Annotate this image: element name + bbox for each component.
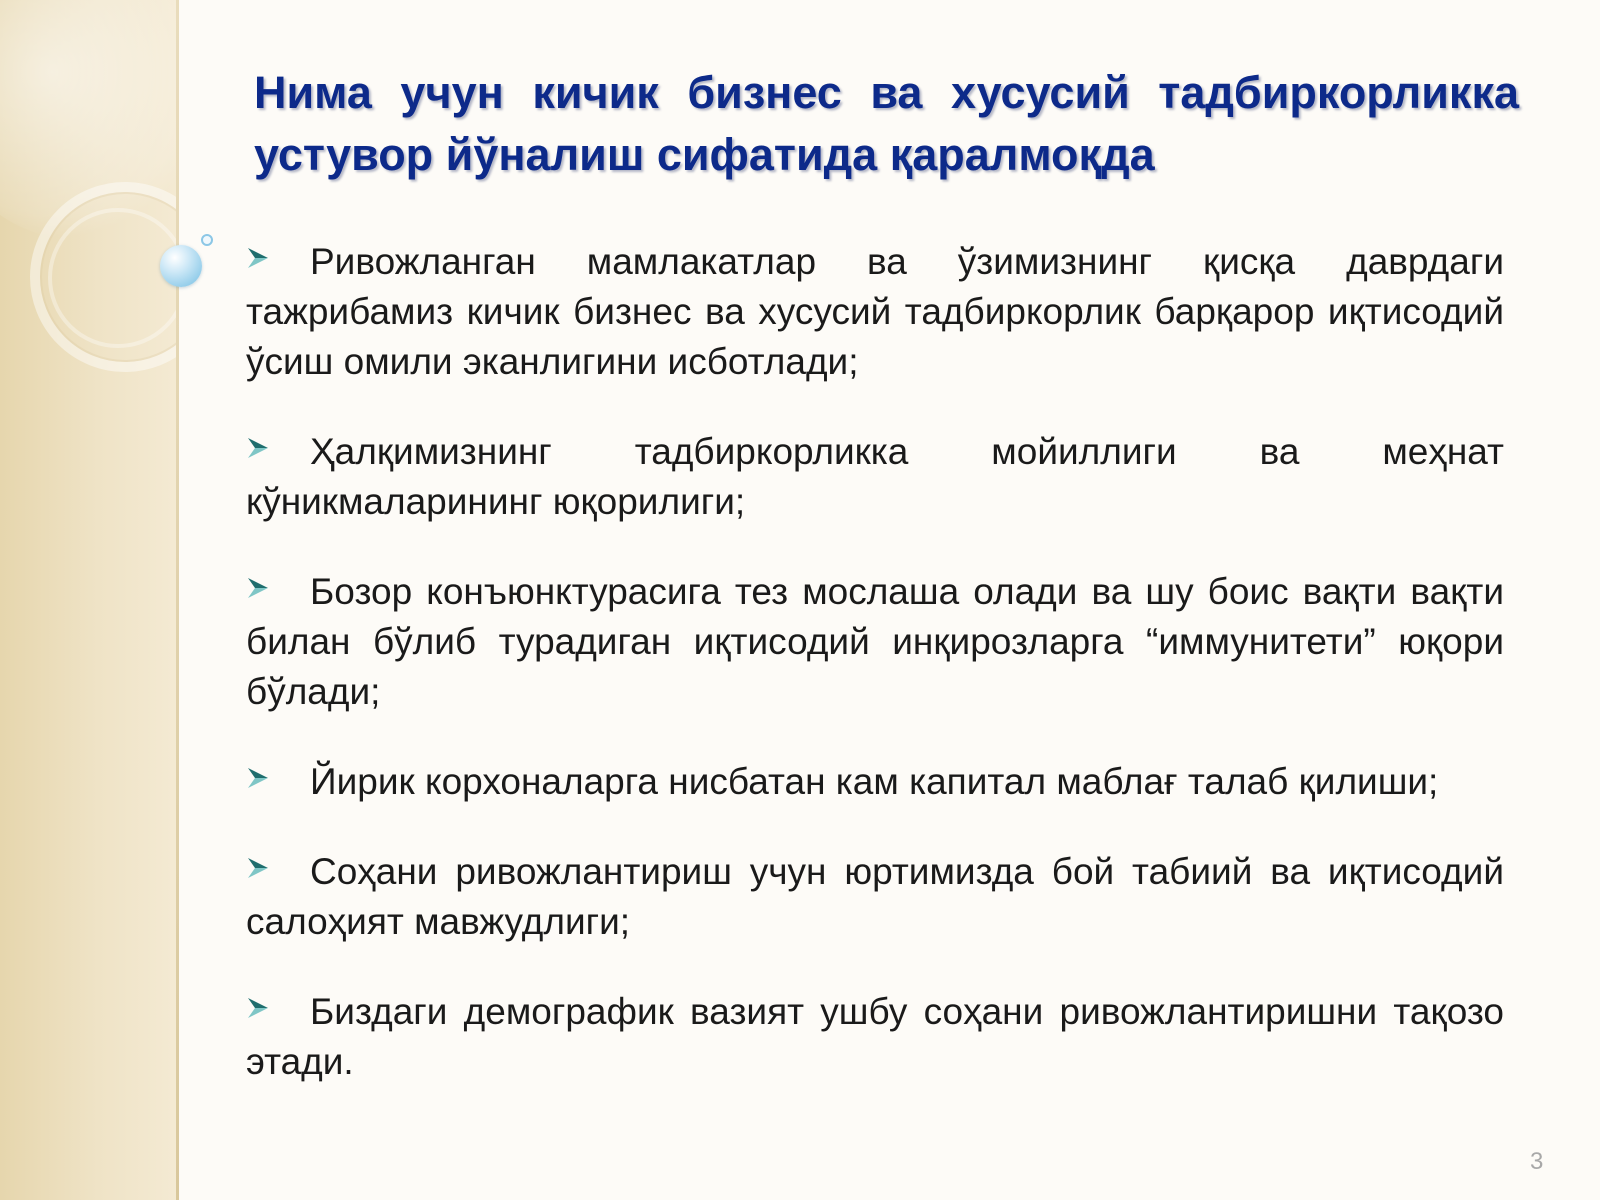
bullet-item — [246, 847, 1504, 947]
decorative-inner-ring — [48, 208, 178, 348]
page-number: 3 — [1530, 1148, 1544, 1175]
bullet-text: Соҳани ривожлантириш учун юртимизда бой табиий ва иқтисодий салоҳият мавжудлиги; — [246, 851, 1504, 942]
bullet-text: Йирик корхоналарга нисбатан кам капитал маблағ талаб қилиши; — [310, 761, 1439, 802]
arrow-bullet-icon — [246, 996, 270, 1020]
arrow-bullet-icon — [246, 766, 270, 790]
bullet-text: Ривожланган мамлакатлар ва ўзимизнинг қисқа даврдаги тажрибамиз кичик бизнес ва хусусий тадбиркорлик барқарор иқтисодий ўсиш омили эканлигини исботлади; — [246, 241, 1504, 382]
bullet-item — [246, 987, 1504, 1087]
arrow-bullet-icon — [246, 436, 270, 460]
side-decorative-panel — [0, 0, 178, 1200]
bubble-icon — [160, 245, 202, 287]
bullet-text: Бозор конъюнктурасига тез мослаша олади ва шу боис вақти вақти билан бўлиб турадиган иқтисодий инқирозларга “иммунитети” юқори бўлади; — [246, 571, 1504, 712]
bullet-text: Биздаги демографик вазият ушбу соҳани ривожлантиришни тақозо этади. — [246, 991, 1504, 1082]
bullet-item — [246, 567, 1504, 717]
bullet-item — [246, 237, 1504, 387]
side-panel-edge — [176, 0, 179, 1200]
bullet-item — [246, 757, 1504, 807]
arrow-bullet-icon — [246, 856, 270, 880]
bullet-item — [246, 427, 1504, 527]
arrow-bullet-icon — [246, 576, 270, 600]
small-bubble-icon — [201, 234, 213, 246]
slide-title: Нима учун кичик бизнес ва хусусий тадбиркорликка устувор йўналиш сифатида қаралмоқда — [254, 67, 1519, 180]
arrow-bullet-icon — [246, 246, 270, 270]
bullet-text: Ҳалқимизнинг тадбиркорликка мойиллиги ва меҳнат кўникмаларининг юқорилиги; — [246, 431, 1504, 522]
bullet-list — [246, 237, 1504, 1127]
